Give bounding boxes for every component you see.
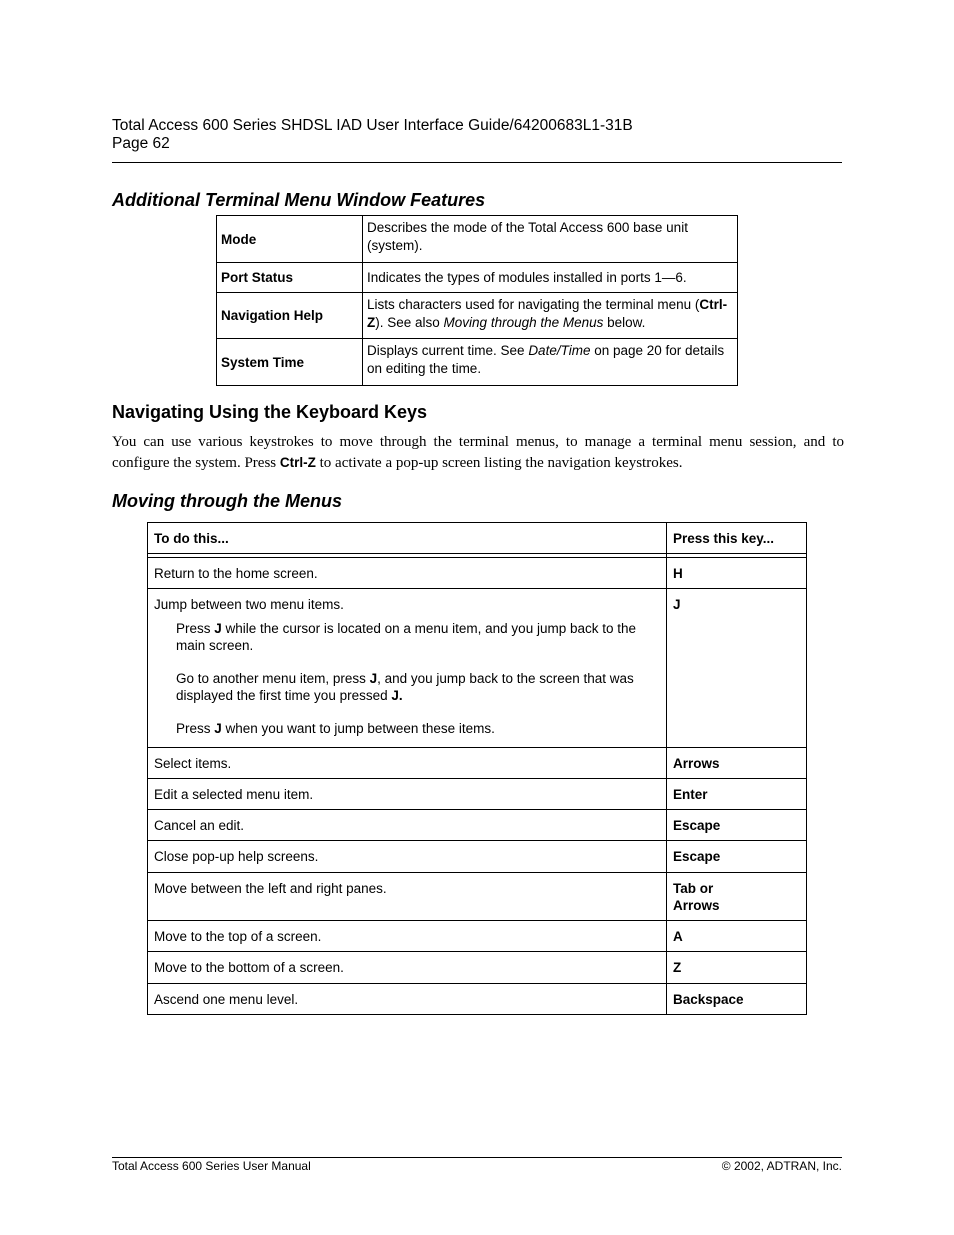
key-cell: Escape: [667, 810, 807, 841]
column-header-action: To do this...: [148, 523, 667, 554]
feature-name: Navigation Help: [217, 293, 363, 339]
feature-description: Indicates the types of modules installed in ports 1—6.: [363, 263, 738, 293]
action-cell: Edit a selected menu item.: [148, 779, 667, 810]
jump-instructions: Press J while the cursor is located on a menu item, and you jump back to the main screen. Go to another menu item, press J, and you jump back to the screen that was displayed the first time you pressed J. Press J when you want to jump between these items.: [176, 621, 637, 736]
table-row: [217, 339, 738, 386]
key-cell: H: [667, 558, 807, 589]
feature-description: Describes the mode of the Total Access 600 base unit (system).: [363, 216, 738, 263]
action-cell: Move to the top of a screen.: [148, 921, 667, 952]
table-row: [148, 873, 807, 921]
feature-description: Lists characters used for navigating the terminal menu (Ctrl-Z). See also Moving through the Menus below.: [363, 293, 738, 339]
footer-manual-title: Total Access 600 Series User Manual: [112, 1159, 311, 1173]
table-row: [148, 841, 807, 873]
table-row: [148, 748, 807, 779]
feature-description: Displays current time. See Date/Time on page 20 for details on editing the time.: [363, 339, 738, 386]
feature-name: System Time: [217, 339, 363, 386]
table-row: [217, 263, 738, 293]
document-title: Total Access 600 Series SHDSL IAD User Interface Guide/64200683L1-31B: [112, 117, 633, 134]
action-cell: Jump between two menu items. Press J while the cursor is located on a menu item, and you jump back to the main screen. Go to another menu item, press J, and you jump back to the screen that was displayed the first time you pressed J. Press J when you want to jump between these items.: [148, 589, 667, 748]
table-row: [148, 589, 807, 748]
table-row: [148, 984, 807, 1015]
terminal-features-table: [216, 215, 738, 386]
table-row: [217, 293, 738, 339]
table-row: [148, 810, 807, 841]
action-cell: Cancel an edit.: [148, 810, 667, 841]
action-cell: Move between the left and right panes.: [148, 873, 667, 921]
key-cell: Tab or Arrows: [667, 873, 807, 921]
footer-divider: [112, 1157, 842, 1158]
page-number: Page 62: [112, 135, 170, 152]
key-cell: A: [667, 921, 807, 952]
action-cell: Close pop-up help screens.: [148, 841, 667, 873]
footer-copyright: © 2002, ADTRAN, Inc.: [721, 1159, 842, 1173]
table-header-row: [148, 523, 807, 554]
section-heading-moving-menus: Moving through the Menus: [112, 491, 342, 511]
feature-name: Port Status: [217, 263, 363, 293]
table-row: [217, 216, 738, 263]
key-cell: Backspace: [667, 984, 807, 1015]
section-heading-terminal-features: Additional Terminal Menu Window Features: [112, 190, 486, 210]
action-cell: Move to the bottom of a screen.: [148, 952, 667, 984]
key-cell: Arrows: [667, 748, 807, 779]
section-heading-keyboard-keys: Navigating Using the Keyboard Keys: [112, 402, 428, 422]
page-header: [112, 117, 633, 153]
header-divider: [112, 162, 842, 163]
table-row: [148, 952, 807, 984]
action-cell: Select items.: [148, 748, 667, 779]
table-row: [148, 921, 807, 952]
feature-name: Mode: [217, 216, 363, 263]
table-row: [148, 779, 807, 810]
action-cell: Return to the home screen.: [148, 558, 667, 589]
key-cell: J: [667, 589, 807, 748]
column-header-key: Press this key...: [667, 523, 807, 554]
action-cell: Ascend one menu level.: [148, 984, 667, 1015]
key-cell: Escape: [667, 841, 807, 873]
navigation-keys-table: [147, 522, 807, 1015]
keyboard-keys-paragraph: You can use various keystrokes to move through the terminal menus, to manage a terminal menu session, and to configure the system. Press Ctrl-Z to activate a pop-up screen listing the navigation keystrokes.: [112, 434, 844, 471]
key-cell: Enter: [667, 779, 807, 810]
key-cell: Z: [667, 952, 807, 984]
table-row: [148, 558, 807, 589]
